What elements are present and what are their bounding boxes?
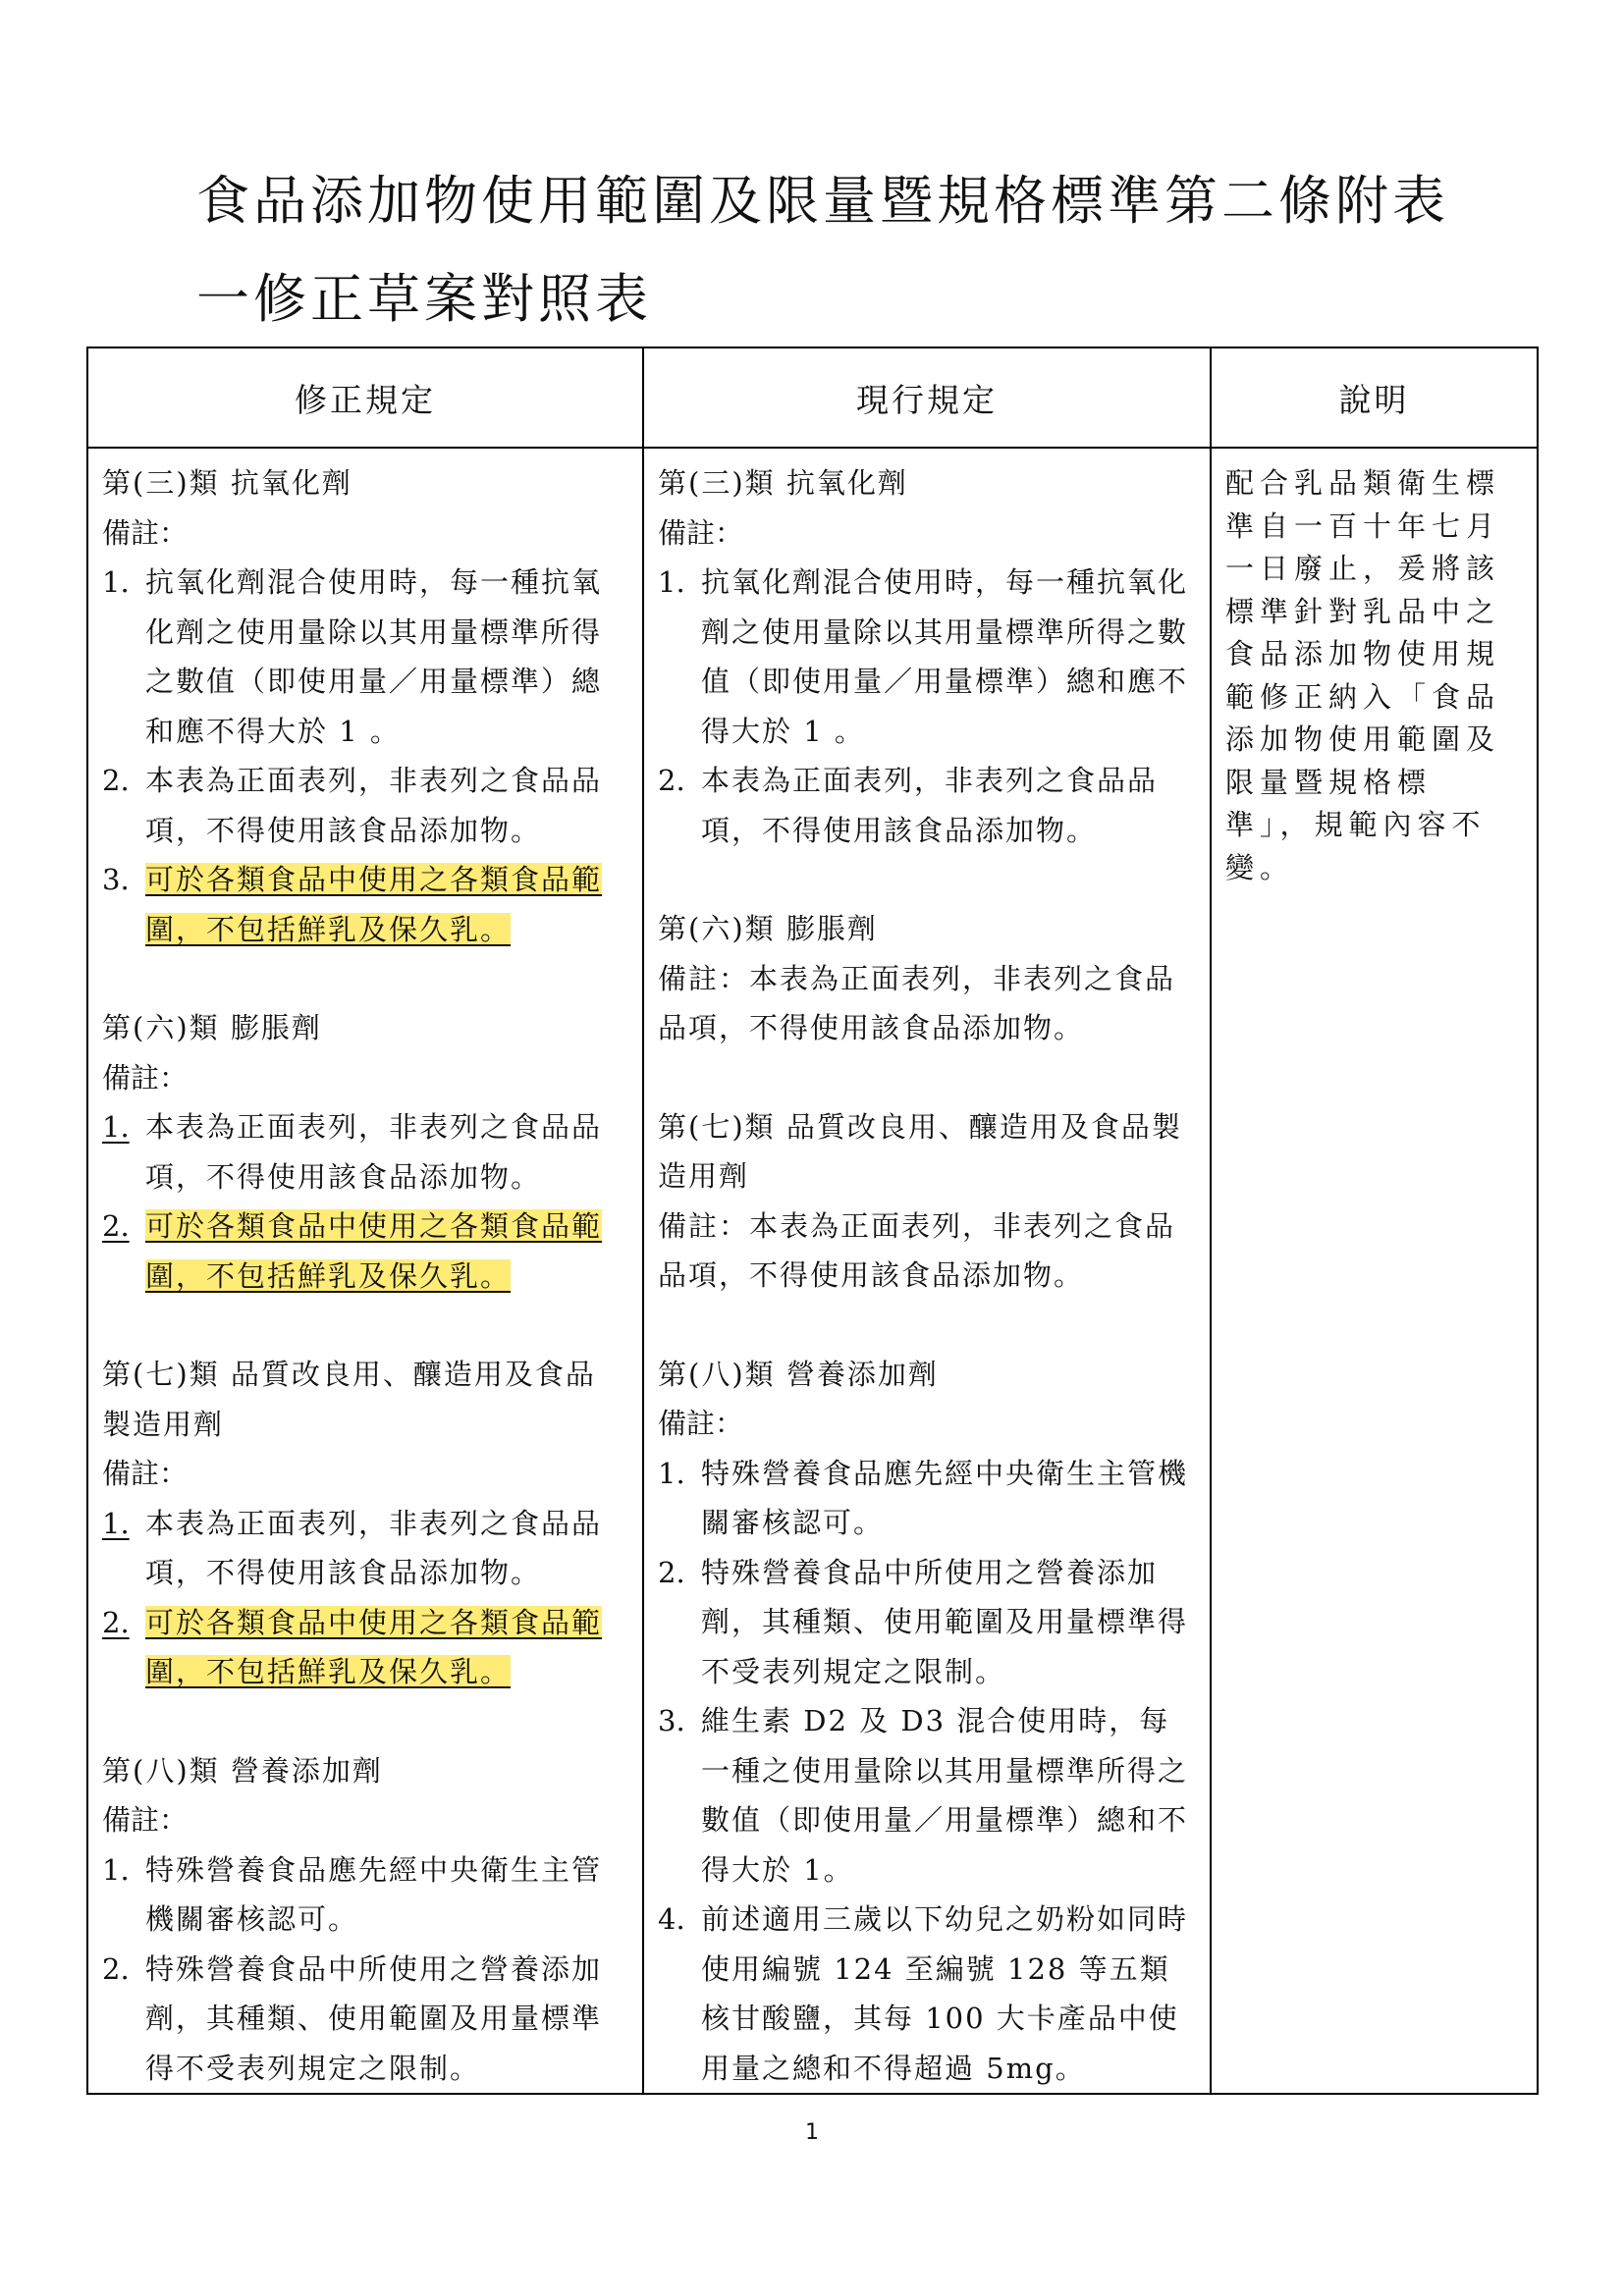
item-number: 1. <box>658 565 685 599</box>
item-text: 維生素 D2 及 D3 混合使用時，每一種之使用量除以其用量標準所得之數值（即使用量／用量標準）總和不得大於 1。 <box>701 1704 1189 1887</box>
list-item <box>102 756 624 855</box>
list-item <box>102 1499 624 1598</box>
item-text: 抗氧化劑混合使用時，每一種抗氧化劑之使用量除以其用量標準所得之數值（即使用量／用量標準）總和應不得大於 1 。 <box>145 565 603 748</box>
item-number: 1. <box>102 565 130 599</box>
header-explanation: 說明 <box>1211 347 1538 448</box>
list-item <box>102 855 624 954</box>
note-label: 備註： <box>658 515 744 550</box>
section-heading: 第(三)類 抗氧化劑 <box>658 466 908 500</box>
list-item <box>102 558 624 756</box>
item-text: 特殊營養食品應先經中央衛生主管機關審核認可。 <box>701 1456 1189 1539</box>
list-item <box>102 1598 624 1697</box>
highlighted-amendment: 可於各類食品中使用之各類食品範圍，不包括鮮乳及保久乳。 <box>145 1605 603 1688</box>
list-item <box>102 1102 624 1201</box>
section-heading: 第(八)類 營養添加劑 <box>102 1753 383 1788</box>
item-number: 4. <box>658 1902 685 1936</box>
list-item <box>658 1895 1192 2093</box>
section-heading: 第(八)類 營養添加劑 <box>658 1357 939 1391</box>
section-heading: 第(七)類 品質改良用、釀造用及食品製造用劑 <box>102 1358 596 1441</box>
list-item <box>658 1548 1192 1697</box>
item-text: 本表為正面表列，非表列之食品品項，不得使用該食品添加物。 <box>701 764 1159 847</box>
note-label: 備註： <box>102 1457 189 1490</box>
list-item <box>658 558 1192 756</box>
item-number: 1. <box>102 1506 130 1540</box>
note-label: 備註： <box>658 1407 744 1440</box>
item-number: 1. <box>658 1456 685 1490</box>
item-number: 2. <box>102 1605 130 1639</box>
comparison-table <box>86 347 1539 2095</box>
highlighted-amendment: 可於各類食品中使用之各類食品範圍，不包括鮮乳及保久乳。 <box>145 1209 603 1293</box>
table-header-row <box>87 347 1538 448</box>
item-number: 1. <box>102 1852 130 1887</box>
explanation-text: 配合乳品類衛生標準自一百十年七月一日廢止，爰將該標準針對乳品中之食品添加物使用規範修正納入「食品添加物使用範圍及限量暨規格標準」，規範內容不變。 <box>1225 466 1501 884</box>
item-text: 本表為正面表列，非表列之食品品項，不得使用該食品添加物。 <box>145 764 603 847</box>
item-text: 本表為正面表列，非表列之食品品項，不得使用該食品添加物。 <box>145 1110 603 1194</box>
item-text: 前述適用三歲以下幼兒之奶粉如同時使用編號 124 至編號 128 等五類核甘酸鹽，其每 100 大卡產品中使用量之總和不得超過 5mg。 <box>701 1902 1189 2085</box>
item-number: 3. <box>102 863 130 896</box>
item-number: 2. <box>102 1209 130 1243</box>
table-row <box>87 448 1538 2094</box>
explanation-cell <box>1211 448 1538 2094</box>
current-cell <box>643 448 1211 2094</box>
note-label: 備註： <box>102 515 189 550</box>
section-heading: 第(六)類 膨脹劑 <box>658 912 878 945</box>
item-text: 特殊營養食品中所使用之營養添加劑，其種類、使用範圍及用量標準得不受表列規定之限制。 <box>145 1951 603 2085</box>
item-text: 特殊營養食品應先經中央衛生主管機關審核認可。 <box>145 1852 603 1936</box>
note-label: 備註： <box>102 1803 189 1837</box>
item-number: 2. <box>102 764 130 797</box>
section-heading: 第(三)類 抗氧化劑 <box>102 466 352 500</box>
item-number: 2. <box>658 1555 685 1589</box>
item-number: 3. <box>658 1704 685 1737</box>
document-title-line-2: 一修正草案對照表 <box>196 268 652 330</box>
section-heading: 第(七)類 品質改良用、釀造用及食品製造用劑 <box>658 1109 1182 1193</box>
item-number: 2. <box>102 1951 130 1986</box>
document-title-line-1: 食品添加物使用範圍及限量暨規格標準第二條附表 <box>196 170 1449 232</box>
item-number: 2. <box>658 764 685 797</box>
list-item <box>102 1845 624 1945</box>
item-text: 特殊營養食品中所使用之營養添加劑，其種類、使用範圍及用量標準得不受表列規定之限制。 <box>701 1555 1189 1688</box>
list-item <box>102 1945 624 2094</box>
revised-cell <box>87 448 643 2094</box>
note-text: 備註：本表為正面表列，非表列之食品品項，不得使用該食品添加物。 <box>658 1208 1176 1292</box>
section-heading: 第(六)類 膨脹劑 <box>102 1011 322 1044</box>
page-number: 1 <box>805 2120 819 2145</box>
header-current: 現行規定 <box>643 347 1211 448</box>
list-item <box>658 1449 1192 1548</box>
note-text: 備註：本表為正面表列，非表列之食品品項，不得使用該食品添加物。 <box>658 961 1176 1044</box>
item-text: 本表為正面表列，非表列之食品品項，不得使用該食品添加物。 <box>145 1506 603 1589</box>
note-label: 備註： <box>102 1060 189 1095</box>
highlighted-amendment: 可於各類食品中使用之各類食品範圍，不包括鮮乳及保久乳。 <box>145 863 603 946</box>
list-item <box>658 1696 1192 1895</box>
list-item <box>102 1201 624 1301</box>
item-number: 1. <box>102 1110 130 1144</box>
list-item <box>658 756 1192 855</box>
header-revised: 修正規定 <box>87 347 643 448</box>
item-text: 抗氧化劑混合使用時，每一種抗氧化劑之使用量除以其用量標準所得之數值（即使用量／用量標準）總和應不得大於 1 。 <box>701 565 1189 748</box>
